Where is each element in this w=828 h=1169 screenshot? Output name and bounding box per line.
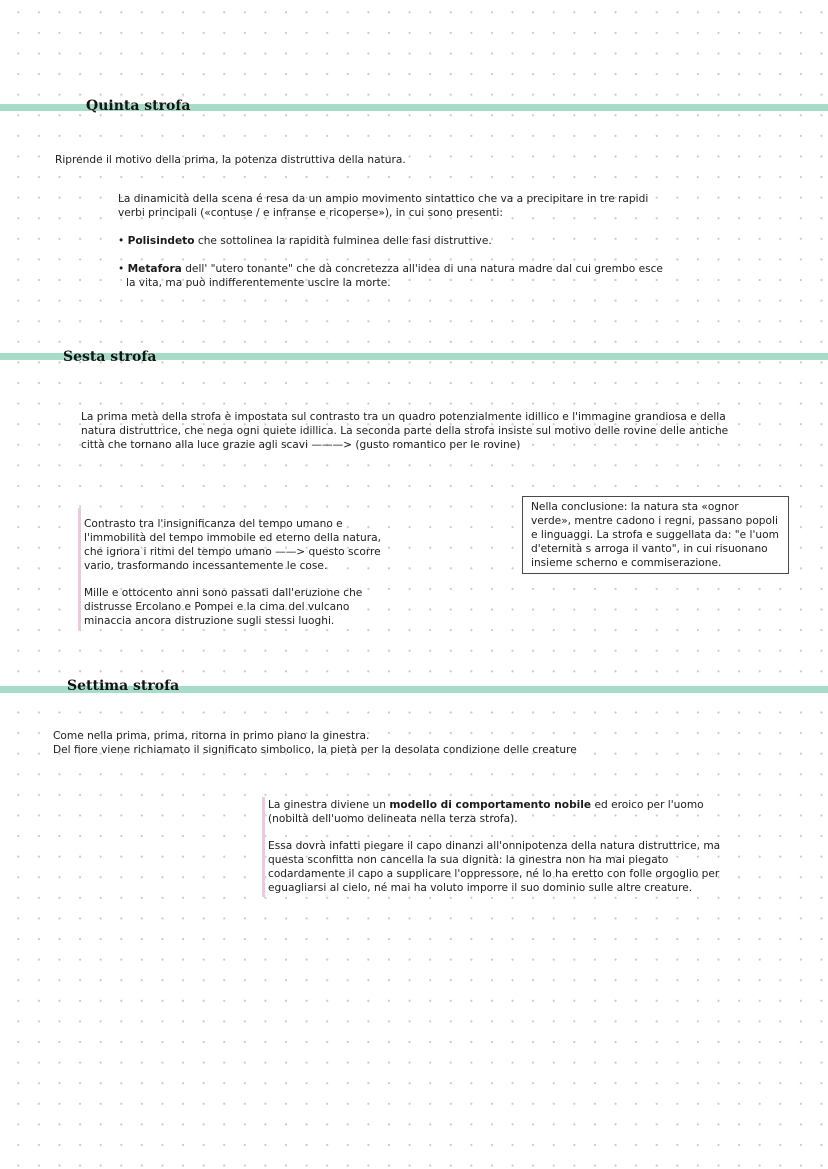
accent-bar: [78, 508, 81, 630]
quinta-bullet-metafora: [118, 262, 666, 290]
heading-quinta-strofa: Quinta strofa: [86, 98, 191, 114]
text-span: ed eroico per l'uomo (nobiltà dell'uomo delineata nella terza strofa).: [268, 799, 704, 825]
settima-intro-line-2: Del fiore viene richiamato il significato simbolico, la pietà per la desolata condizione delle creature: [53, 744, 577, 756]
quinta-bullet-polisindeto: [118, 234, 678, 248]
sesta-left-paragraph-2: Mille e ottocento anni sono passati dall'eruzione che distrusse Ercolano e Pompei e la cima del vulcano minaccia ancora distruzione sugli stessi luoghi.: [84, 587, 363, 627]
bullet-text: che sottolinea la rapidità fulminea delle fasi distruttive.: [194, 235, 492, 247]
quinta-intro: Riprende il motivo della prima, la potenza distruttiva della natura.: [55, 154, 406, 166]
bullet-marker: •: [118, 263, 128, 275]
bullet-term: Polisindeto: [127, 235, 195, 247]
sesta-left-notes: [84, 517, 394, 628]
settima-intro: [53, 729, 753, 757]
heading-settima-strofa: Settima strofa: [67, 678, 180, 694]
settima-paragraph-2: Essa dovrà infatti piegare il capo dinanzi all'onnipotenza della natura distruttrice, ma questa sconfitta non cancella la sua dignità: la ginestra non ha mai piegato codardamente il capo a supplicare l'oppressore, né lo ha eretto con folle orgoglio per eguagliarsi al cielo, né mai ha voluto imporre il suo dominio sulle altre creature.: [268, 840, 721, 894]
sesta-intro: La prima metà della strofa è impostata sul contrasto tra un quadro potenzialmente idillico e l'immagine grandiosa e della natura distruttrice, che nega ogni quiete idillica. La seconda parte della strofa insiste sul motivo delle rovine delle antiche città che tornano alla luce grazie agli scavi ———> (gusto romantico per le rovine): [81, 411, 729, 451]
text-span: La ginestra diviene un: [268, 799, 390, 811]
sesta-left-paragraph-1: Contrasto tra l'insignificanza del tempo umano e l'immobilità del tempo immobile ed eterno della natura, che ignora i ritmi del tempo umano ——> questo scorre vario, trasformando incessantemente le cose.: [84, 518, 381, 572]
settima-intro-line-1: Come nella prima, prima, ritorna in primo piano la ginestra.: [53, 730, 370, 742]
quinta-paragraph: La dinamicità della scena é resa da un ampio movimento sintattico che va a precipitare in tre rapidi verbi principali («contuse / e infranse e ricoperse»), in cui sono presenti:: [118, 193, 649, 219]
emphasis-text: modello di comportamento nobile: [389, 799, 592, 811]
accent-bar: [262, 797, 265, 897]
bullet-marker: •: [118, 235, 128, 247]
bullet-term: Metafora: [127, 263, 182, 275]
settima-notes: [268, 798, 730, 895]
settima-paragraph-1: [268, 798, 730, 826]
sesta-conclusion-box: Nella conclusione: la natura sta «ognor verde», mentre cadono i regni, passano popoli e linguaggi. La strofa e suggellata da: "e l'uom d'eternità s arroga il vanto", in cui risuonano insieme scherno e commiserazione.: [522, 496, 789, 574]
heading-sesta-strofa: Sesta strofa: [63, 349, 157, 365]
bullet-text: dell' "utero tonante" che dà concretezza all'idea di una natura madre dal cui grembo esce la vita, ma può indifferentemente uscire la morte.: [126, 263, 663, 289]
